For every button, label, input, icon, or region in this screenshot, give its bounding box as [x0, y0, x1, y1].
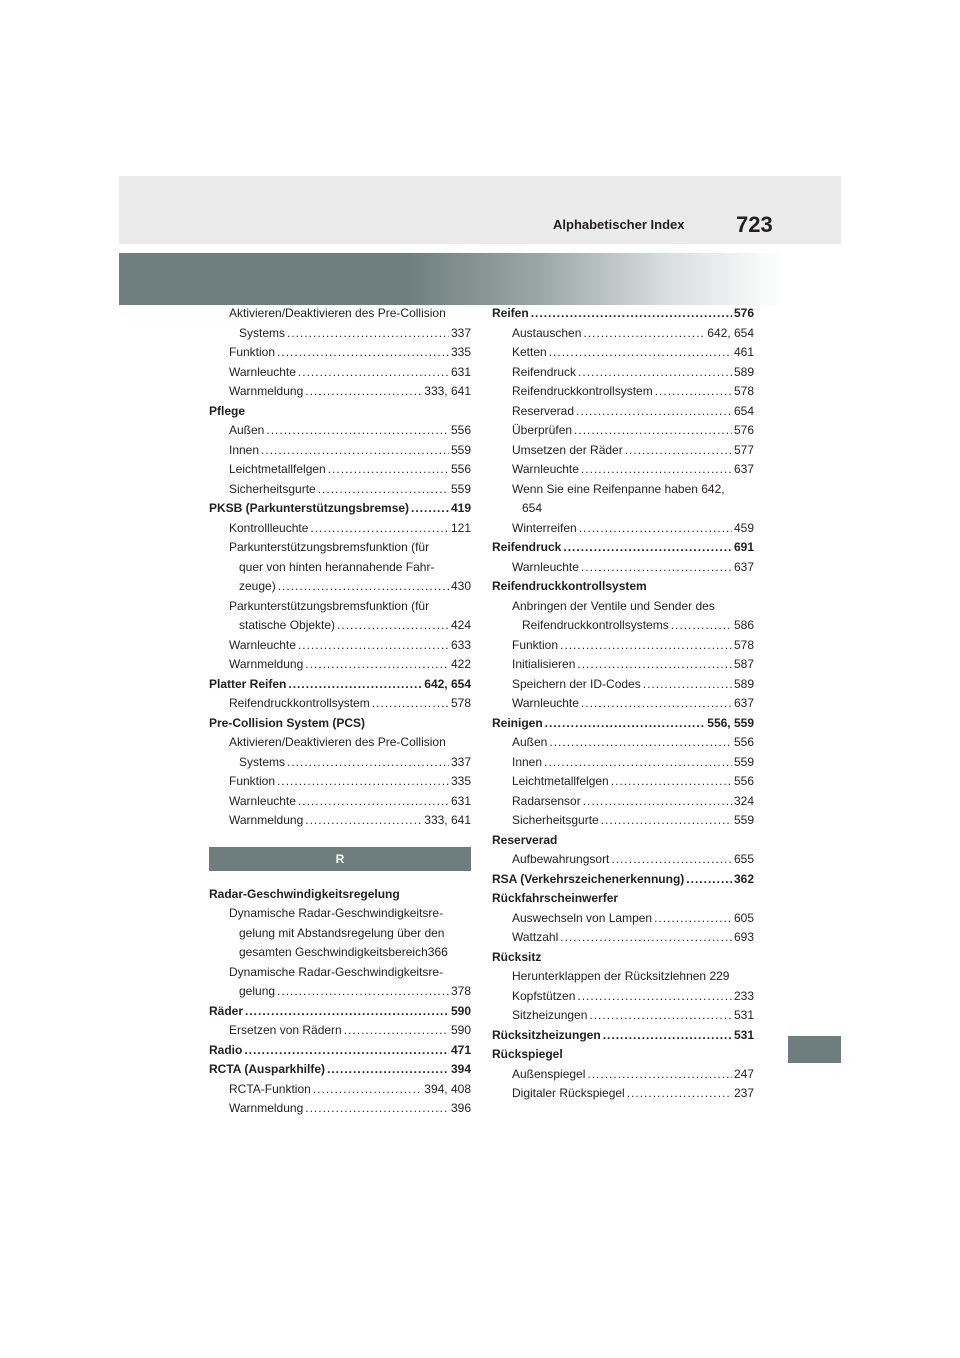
index-entry[interactable] [209, 480, 471, 500]
page-reference[interactable]: 396 [450, 1101, 471, 1115]
dot-leader [579, 519, 732, 539]
index-heading [209, 885, 471, 905]
dot-leader [581, 694, 732, 714]
gradient-banner [119, 253, 841, 305]
dot-leader [578, 363, 732, 383]
entry-term: Reifendruck [492, 540, 562, 554]
index-entry[interactable] [209, 441, 471, 461]
dot-leader [654, 909, 732, 929]
entry-term: Räder [209, 1003, 244, 1018]
index-entry[interactable] [209, 460, 471, 480]
entry-term: Radarsensor [512, 793, 581, 808]
page-reference[interactable]: 559 [450, 442, 471, 457]
index-heading [492, 1045, 754, 1065]
index-entry[interactable] [492, 558, 754, 578]
entry-term: Rücksitzheizungen [492, 1027, 601, 1042]
entry-term: Winterreifen [512, 520, 577, 535]
entry-term: Außen [512, 735, 548, 749]
index-entry [209, 558, 471, 578]
page-reference[interactable]: 655 [733, 852, 754, 866]
entry-term: RCTA-Funktion [229, 1081, 311, 1096]
entry-term: Außen [229, 423, 265, 437]
index-entry[interactable] [209, 1080, 471, 1100]
page-reference[interactable]: 637 [733, 696, 754, 710]
page-reference[interactable]: 121 [450, 520, 471, 535]
index-entry [209, 597, 471, 617]
page-reference[interactable]: 642, 654 [424, 676, 471, 691]
index-heading[interactable] [492, 304, 754, 324]
index-entry[interactable] [209, 577, 471, 597]
page-reference[interactable]: 605 [733, 910, 754, 925]
entry-term: Systems [239, 325, 286, 340]
dot-leader [589, 1006, 732, 1026]
index-entry[interactable] [492, 382, 754, 402]
entry-term: Wattzahl [512, 930, 559, 944]
entry-term: Dynamische Radar-Geschwindigkeitsre- [229, 964, 444, 979]
dot-leader [287, 753, 449, 773]
dot-leader [337, 616, 449, 636]
dot-leader [344, 1021, 449, 1041]
page-number: 723 [736, 212, 773, 237]
index-entry [209, 733, 471, 753]
entry-term: Funktion [229, 345, 276, 359]
index-heading[interactable] [209, 1060, 471, 1080]
page-reference[interactable]: 633 [450, 637, 471, 652]
index-entry[interactable] [492, 655, 754, 675]
entry-term: Platter Reifen [209, 676, 287, 691]
entry-term: Warnmeldung [229, 813, 304, 827]
entry-term: Funktion [512, 637, 559, 652]
index-entry[interactable] [492, 460, 754, 480]
entry-term: quer von hinten herannahende Fahr- [239, 559, 435, 574]
page-reference[interactable]: 559 [733, 754, 754, 769]
page-reference[interactable]: 589 [733, 364, 754, 379]
page-reference[interactable]: 362 [733, 871, 754, 886]
entry-term: Reinigen [492, 715, 543, 730]
entry-term: Radar-Geschwindigkeitsregelung [209, 886, 400, 901]
entry-term: Leichtmetallfelgen [229, 462, 326, 476]
dot-leader [627, 1084, 732, 1104]
page-reference[interactable]: 578 [733, 637, 754, 652]
dot-leader [671, 616, 732, 636]
page-reference[interactable]: 590 [450, 1003, 471, 1018]
dot-leader [277, 772, 449, 792]
index-entry [492, 967, 754, 987]
entry-term: zeuge) [239, 579, 276, 593]
dot-leader [581, 460, 732, 480]
entry-term: Überprüfen [512, 423, 573, 437]
entry-term: gelung mit Abstandsregelung über den [239, 925, 445, 940]
entry-term: 654 [522, 501, 543, 515]
dot-leader [549, 733, 732, 753]
page-reference[interactable]: 556, 559 [707, 715, 754, 730]
index-entry[interactable] [492, 987, 754, 1007]
index-column-left [209, 304, 471, 1119]
page-reference[interactable]: 637 [733, 559, 754, 574]
entry-term: Pre-Collision System (PCS) [209, 715, 366, 730]
dot-leader [560, 928, 732, 948]
entry-term: Aktivieren/Deaktivieren des Pre-Collision [229, 306, 446, 320]
index-entry[interactable] [209, 382, 471, 402]
index-entry [209, 943, 471, 963]
dot-leader [313, 1080, 422, 1100]
index-entry[interactable] [209, 753, 471, 773]
entry-term: Warnleuchte [229, 364, 296, 379]
dot-leader [581, 558, 732, 578]
index-entry[interactable] [209, 811, 471, 831]
index-entry [492, 499, 754, 519]
page-reference[interactable]: 642, 654 [707, 325, 754, 340]
index-entry[interactable] [209, 363, 471, 383]
dot-leader [583, 792, 732, 812]
page-reference[interactable]: 578 [450, 696, 471, 710]
page-reference[interactable]: 337 [450, 325, 471, 340]
page-reference[interactable]: 324 [733, 793, 754, 808]
page-reference[interactable]: 693 [733, 930, 754, 944]
dot-leader [577, 987, 732, 1007]
page-reference[interactable]: 631 [450, 364, 471, 379]
entry-term: Anbringen der Ventile und Sender des [512, 598, 715, 613]
dot-leader [545, 714, 706, 734]
page-reference[interactable]: 556 [450, 462, 471, 476]
dot-leader [278, 577, 449, 597]
index-entry[interactable] [209, 694, 471, 714]
dot-leader [288, 675, 422, 695]
dot-leader [563, 538, 732, 558]
entry-term: Rücksitz [492, 949, 542, 964]
dot-leader [305, 1099, 449, 1119]
entry-term: Funktion [229, 774, 276, 788]
entry-term: Warnleuchte [512, 696, 579, 710]
page-reference[interactable]: 556 [450, 423, 471, 437]
index-entry[interactable] [209, 616, 471, 636]
page-reference[interactable]: 422 [450, 657, 471, 671]
index-entry[interactable] [209, 1021, 471, 1041]
entry-term: Initialisieren [512, 657, 576, 671]
index-entry[interactable] [492, 324, 754, 344]
dot-leader [305, 382, 422, 402]
dot-leader [310, 519, 449, 539]
page-reference[interactable]: 631 [450, 793, 471, 808]
entry-term: Rückfahrscheinwerfer [492, 891, 619, 905]
page-reference[interactable]: 459 [733, 520, 754, 535]
index-heading [492, 577, 754, 597]
index-entry [209, 963, 471, 983]
entry-term: Warnleuchte [512, 559, 579, 574]
dot-leader [372, 694, 449, 714]
index-entry[interactable] [209, 982, 471, 1002]
entry-term: gesamten Geschwindigkeitsbereich366 [239, 945, 448, 959]
page-reference[interactable]: 424 [450, 618, 471, 632]
index-heading[interactable] [209, 1002, 471, 1022]
index-entry[interactable] [209, 772, 471, 792]
index-entry[interactable] [492, 811, 754, 831]
dot-leader [318, 480, 449, 500]
dot-leader [587, 1065, 732, 1085]
dot-leader [686, 870, 732, 890]
page-reference[interactable]: 335 [450, 345, 471, 359]
dot-leader [611, 850, 732, 870]
index-entry[interactable] [209, 519, 471, 539]
index-heading [209, 402, 471, 422]
index-entry [209, 538, 471, 558]
index-entry[interactable] [209, 1099, 471, 1119]
dot-leader [305, 811, 422, 831]
index-entry[interactable] [209, 655, 471, 675]
entry-term: Warnmeldung [229, 384, 304, 398]
page-reference[interactable]: 587 [733, 657, 754, 671]
entry-term: Sicherheitsgurte [229, 481, 316, 496]
entry-term: Ersetzen von Rädern [229, 1023, 342, 1037]
entry-term: Außenspiegel [512, 1066, 586, 1081]
page-reference[interactable]: 556 [733, 735, 754, 749]
index-entry[interactable] [492, 1084, 754, 1104]
dot-leader [544, 753, 732, 773]
index-heading[interactable] [492, 714, 754, 734]
page-reference[interactable]: 378 [450, 984, 471, 998]
index-heading[interactable] [492, 538, 754, 558]
section-letter-bar: R [209, 847, 471, 871]
page-reference[interactable]: 237 [733, 1086, 754, 1100]
page-reference[interactable]: 247 [733, 1066, 754, 1081]
dot-leader [298, 363, 449, 383]
entry-term: Austauschen [512, 325, 582, 340]
index-column-right [492, 304, 754, 1104]
dot-leader [603, 1026, 732, 1046]
index-heading[interactable] [492, 1026, 754, 1046]
entry-term: RSA (Verkehrszeichenerkennung) [492, 871, 685, 886]
index-entry[interactable] [492, 519, 754, 539]
index-entry[interactable] [492, 792, 754, 812]
index-heading[interactable] [209, 675, 471, 695]
page-reference[interactable]: 589 [733, 676, 754, 691]
index-entry[interactable] [209, 324, 471, 344]
index-entry[interactable] [209, 792, 471, 812]
page-reference[interactable]: 394, 408 [424, 1081, 471, 1096]
dot-leader [655, 382, 732, 402]
index-entry [209, 904, 471, 924]
page-reference[interactable]: 333, 641 [424, 813, 471, 827]
index-entry[interactable] [492, 675, 754, 695]
page-reference[interactable]: 461 [733, 345, 754, 359]
entry-term: Reifendruckkontrollsystem [492, 579, 647, 593]
index-entry[interactable] [209, 636, 471, 656]
page-reference[interactable]: 430 [450, 579, 471, 593]
page-reference[interactable]: 394 [450, 1062, 471, 1076]
index-entry[interactable] [492, 421, 754, 441]
entry-term: Ketten [512, 345, 547, 359]
index-entry[interactable] [492, 733, 754, 753]
page-reference[interactable]: 333, 641 [424, 384, 471, 398]
section-title: Alphabetischer Index [553, 217, 685, 232]
entry-term: Reserverad [492, 832, 558, 847]
dot-leader [277, 343, 449, 363]
page-reference[interactable]: 637 [733, 462, 754, 476]
entry-term: Systems [239, 754, 286, 769]
page-reference[interactable]: 576 [733, 306, 754, 320]
dot-leader [576, 402, 732, 422]
entry-term: Wenn Sie eine Reifenpanne haben 642, [512, 481, 725, 496]
dot-leader [277, 982, 449, 1002]
page-reference[interactable]: 335 [450, 774, 471, 788]
page-reference[interactable]: 233 [733, 988, 754, 1003]
entry-term: Kontrollleuchte [229, 520, 309, 535]
index-heading[interactable] [209, 499, 471, 519]
dot-leader [577, 655, 732, 675]
entry-term: Auswechseln von Lampen [512, 910, 653, 925]
dot-leader [531, 304, 732, 324]
entry-term: Aufbewahrungsort [512, 852, 610, 866]
entry-term: PKSB (Parkunterstützungsbremse) [209, 501, 410, 515]
dot-leader [560, 636, 732, 656]
page-reference[interactable]: 654 [733, 403, 754, 418]
entry-term: Reserverad [512, 403, 575, 418]
entry-term: Warnmeldung [229, 657, 304, 671]
dot-leader [583, 324, 705, 344]
dot-leader [611, 772, 732, 792]
index-heading [492, 889, 754, 909]
dot-leader [327, 1060, 449, 1080]
entry-term: Umsetzen der Räder [512, 442, 623, 457]
index-entry[interactable] [492, 772, 754, 792]
dot-leader [601, 811, 732, 831]
index-entry[interactable] [492, 402, 754, 422]
page-reference[interactable]: 590 [450, 1023, 471, 1037]
index-entry[interactable] [492, 753, 754, 773]
index-entry[interactable] [492, 441, 754, 461]
index-entry [209, 304, 471, 324]
dot-leader [411, 499, 449, 519]
entry-term: Parkunterstützungsbremsfunktion (für [229, 540, 430, 554]
index-heading[interactable] [492, 870, 754, 890]
entry-term: statische Objekte) [239, 618, 336, 632]
index-entry[interactable] [492, 694, 754, 714]
entry-term: Kopfstützen [512, 988, 576, 1003]
index-entry[interactable] [492, 909, 754, 929]
entry-term: Speichern der ID-Codes [512, 676, 641, 691]
dot-leader [287, 324, 449, 344]
dot-leader [549, 343, 732, 363]
entry-term: Warnleuchte [512, 462, 579, 476]
index-heading [492, 831, 754, 851]
page-reference[interactable]: 576 [733, 423, 754, 437]
entry-term: RCTA (Ausparkhilfe) [209, 1062, 326, 1076]
index-heading [492, 948, 754, 968]
entry-term: Digitaler Rückspiegel [512, 1086, 625, 1100]
index-entry[interactable] [492, 616, 754, 636]
page-reference[interactable]: 691 [733, 540, 754, 554]
dot-leader [643, 675, 732, 695]
dot-leader [625, 441, 732, 461]
dot-leader [574, 421, 732, 441]
page-reference[interactable]: 337 [450, 754, 471, 769]
page-reference[interactable]: 471 [450, 1042, 471, 1057]
entry-term: Herunterklappen der Rücksitzlehnen 229 [512, 969, 730, 983]
entry-term: Aktivieren/Deaktivieren des Pre-Collision [229, 735, 446, 749]
entry-term: Reifendruckkontrollsystem [512, 384, 653, 398]
page-reference[interactable]: 559 [733, 813, 754, 827]
entry-term: Radio [209, 1042, 243, 1057]
entry-term: Reifendruckkontrollsystem [229, 696, 370, 710]
index-entry[interactable] [492, 850, 754, 870]
dot-leader [298, 636, 449, 656]
entry-term: Innen [512, 754, 543, 769]
page-reference[interactable]: 586 [733, 618, 754, 632]
entry-term: Warnmeldung [229, 1101, 304, 1115]
index-entry[interactable] [492, 1065, 754, 1085]
index-entry[interactable] [492, 636, 754, 656]
entry-term: Pflege [209, 403, 246, 418]
dot-leader [266, 421, 449, 441]
index-heading[interactable] [209, 1041, 471, 1061]
entry-term: Sicherheitsgurte [512, 813, 599, 827]
page-reference[interactable]: 531 [733, 1027, 754, 1042]
entry-term: Reifendruckkontrollsystems [522, 618, 669, 632]
index-heading [209, 714, 471, 734]
entry-term: Reifen [492, 306, 529, 320]
entry-term: Sitzheizungen [512, 1008, 588, 1022]
page-reference[interactable]: 531 [733, 1008, 754, 1022]
index-entry [209, 924, 471, 944]
chapter-tab [788, 1036, 841, 1063]
index-entry[interactable] [492, 363, 754, 383]
entry-term: Parkunterstützungsbremsfunktion (für [229, 598, 430, 613]
entry-term: Leichtmetallfelgen [512, 774, 609, 788]
page-reference[interactable]: 556 [733, 774, 754, 788]
entry-term: gelung [239, 984, 276, 998]
index-entry[interactable] [209, 343, 471, 363]
entry-term: Dynamische Radar-Geschwindigkeitsre- [229, 906, 444, 920]
dot-leader [328, 460, 449, 480]
dot-leader [261, 441, 449, 461]
index-entry[interactable] [492, 1006, 754, 1026]
index-entry [492, 597, 754, 617]
entry-term: Innen [229, 442, 260, 457]
dot-leader [245, 1002, 449, 1022]
page-reference[interactable]: 578 [733, 384, 754, 398]
index-entry[interactable] [492, 343, 754, 363]
page-reference[interactable]: 419 [450, 501, 471, 515]
header-band [119, 176, 841, 244]
entry-term: Warnleuchte [229, 637, 296, 652]
dot-leader [244, 1041, 449, 1061]
entry-term: Rückspiegel [492, 1047, 563, 1061]
dot-leader [305, 655, 449, 675]
index-entry [492, 480, 754, 500]
entry-term: Warnleuchte [229, 793, 296, 808]
entry-term: Reifendruck [512, 364, 577, 379]
page-reference[interactable]: 559 [450, 481, 471, 496]
page-reference[interactable]: 577 [733, 442, 754, 457]
index-entry[interactable] [209, 421, 471, 441]
dot-leader [298, 792, 449, 812]
index-entry[interactable] [492, 928, 754, 948]
